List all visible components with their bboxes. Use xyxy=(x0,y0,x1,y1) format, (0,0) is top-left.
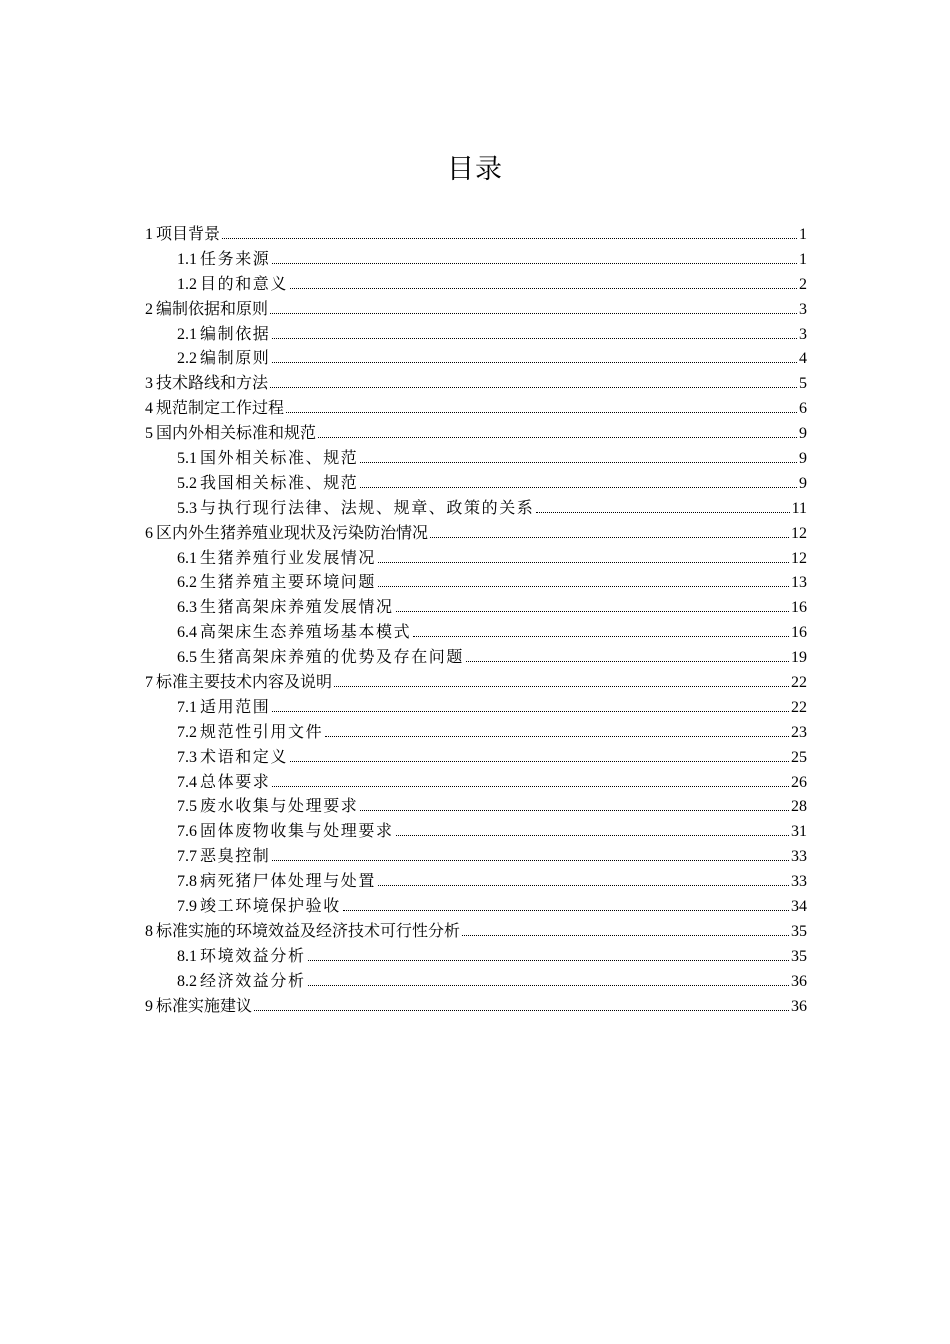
toc-dot-leader xyxy=(536,512,789,513)
toc-entry-label: 生猪高架床养殖的优势及存在问题 xyxy=(200,647,465,667)
toc-entry[interactable] xyxy=(145,595,807,620)
toc-dot-leader xyxy=(360,810,789,811)
toc-dot-leader xyxy=(325,736,789,737)
toc-dot-leader xyxy=(290,288,797,289)
toc-entry-page-number: 28 xyxy=(791,798,807,816)
toc-entry-page-number: 3 xyxy=(799,300,807,318)
toc-entry-number: 7.8 xyxy=(177,873,197,891)
toc-entry-label: 规范性引用文件 xyxy=(200,721,324,741)
toc-entry[interactable] xyxy=(145,819,807,844)
toc-entry-label: 区内外生猪养殖业现状及污染防治情况 xyxy=(156,522,429,542)
toc-entry-number: 7.4 xyxy=(177,773,197,791)
toc-entry-number: 5.3 xyxy=(177,499,197,517)
toc-entry[interactable] xyxy=(145,794,807,819)
toc-entry-label: 环境效益分析 xyxy=(200,945,306,965)
toc-dot-leader xyxy=(360,462,797,463)
toc-entry-page-number: 36 xyxy=(791,997,807,1015)
toc-entry-label: 标准实施的环境效益及经济技术可行性分析 xyxy=(156,920,461,940)
toc-entry[interactable] xyxy=(145,745,807,770)
toc-entry-page-number: 36 xyxy=(791,972,807,990)
toc-dot-leader xyxy=(272,711,789,712)
toc-entry[interactable] xyxy=(145,844,807,869)
toc-entry-label: 编制原则 xyxy=(200,348,271,368)
toc-entry-label: 固体废物收集与处理要求 xyxy=(200,821,394,841)
toc-entry[interactable] xyxy=(145,446,807,471)
toc-entry-number: 2.1 xyxy=(177,325,197,343)
toc-entry-label: 废水收集与处理要求 xyxy=(200,796,359,816)
toc-entry-number: 9 xyxy=(145,997,153,1015)
toc-entry[interactable] xyxy=(145,670,807,695)
toc-dot-leader xyxy=(462,935,789,936)
toc-entry-label: 我国相关标准、规范 xyxy=(200,472,359,492)
toc-dot-leader xyxy=(270,387,797,388)
toc-entry-number: 6.1 xyxy=(177,549,197,567)
toc-entry[interactable] xyxy=(145,521,807,546)
toc-entry-page-number: 34 xyxy=(791,898,807,916)
toc-entry-label: 编制依据 xyxy=(200,323,271,343)
toc-entry-page-number: 2 xyxy=(799,275,807,293)
toc-entry-number: 1.2 xyxy=(177,275,197,293)
toc-entry-page-number: 12 xyxy=(791,524,807,542)
toc-entry-label: 标准实施建议 xyxy=(156,995,253,1015)
toc-entry[interactable] xyxy=(145,919,807,944)
toc-entry-page-number: 1 xyxy=(799,226,807,243)
toc-entry-label: 项目背景 xyxy=(156,224,221,243)
toc-entry-page-number: 25 xyxy=(791,748,807,766)
toc-entry-label: 病死猪尸体处理与处置 xyxy=(200,871,377,891)
toc-entry-label: 高架床生态养殖场基本模式 xyxy=(200,622,412,642)
toc-dot-leader xyxy=(272,362,797,363)
toc-entry-number: 8 xyxy=(145,922,153,940)
toc-entry-number: 6.2 xyxy=(177,574,197,592)
toc-entry-page-number: 11 xyxy=(791,499,807,517)
toc-entry[interactable] xyxy=(145,496,807,521)
toc-entry[interactable] xyxy=(145,620,807,645)
toc-entry-page-number: 12 xyxy=(791,549,807,567)
toc-entry[interactable] xyxy=(145,720,807,745)
toc-entry-page-number: 33 xyxy=(791,873,807,891)
toc-entry-label: 生猪养殖行业发展情况 xyxy=(200,547,377,567)
toc-dot-leader xyxy=(318,437,797,438)
toc-entry-label: 恶臭控制 xyxy=(200,846,271,866)
toc-entry-number: 6.5 xyxy=(177,649,197,667)
toc-dot-leader xyxy=(272,786,789,787)
toc-entry-number: 8.2 xyxy=(177,972,197,990)
toc-entry-label: 标准主要技术内容及说明 xyxy=(156,672,333,692)
toc-dot-leader xyxy=(343,910,789,911)
toc-dot-leader xyxy=(413,636,789,637)
toc-entry-number: 7.3 xyxy=(177,748,197,766)
toc-entry[interactable] xyxy=(145,247,807,272)
toc-entry-page-number: 5 xyxy=(799,375,807,393)
toc-entry-page-number: 9 xyxy=(799,450,807,468)
toc-entry-number: 7.5 xyxy=(177,798,197,816)
toc-entry-number: 2 xyxy=(145,300,153,318)
toc-dot-leader xyxy=(290,761,789,762)
toc-entry-label: 任务来源 xyxy=(200,248,271,268)
toc-entry-number: 7.9 xyxy=(177,898,197,916)
toc-dot-leader xyxy=(272,338,797,339)
toc-entry[interactable] xyxy=(145,222,807,247)
toc-title: 目录 xyxy=(447,154,503,185)
toc-entry-label: 经济效益分析 xyxy=(200,970,306,990)
toc-dot-leader xyxy=(286,412,797,413)
toc-entry-label: 生猪养殖主要环境问题 xyxy=(200,572,377,592)
toc-entry-page-number: 16 xyxy=(791,624,807,642)
toc-entry-number: 6.3 xyxy=(177,599,197,617)
toc-entry[interactable] xyxy=(145,645,807,670)
toc-entry-label: 适用范围 xyxy=(200,696,271,716)
toc-entry[interactable] xyxy=(145,371,807,396)
toc-entry-label: 生猪高架床养殖发展情况 xyxy=(200,597,394,617)
toc-entry[interactable] xyxy=(145,396,807,421)
toc-entry-page-number: 1 xyxy=(799,250,807,268)
toc-entry-label: 技术路线和方法 xyxy=(156,373,269,393)
toc-entry-number: 7.2 xyxy=(177,723,197,741)
toc-entry-page-number: 9 xyxy=(799,425,807,443)
toc-entry-page-number: 22 xyxy=(791,674,807,692)
toc-entry-page-number: 16 xyxy=(791,599,807,617)
toc-entry-page-number: 31 xyxy=(791,823,807,841)
toc-entry-page-number: 35 xyxy=(791,922,807,940)
toc-entry[interactable] xyxy=(145,994,807,1019)
toc-entry-number: 5.2 xyxy=(177,474,197,492)
toc-entry-label: 规范制定工作过程 xyxy=(156,398,285,418)
toc-dot-leader xyxy=(222,238,797,239)
toc-entry-number: 8.1 xyxy=(177,947,197,965)
toc-entry-label: 国内外相关标准和规范 xyxy=(156,423,317,443)
toc-entry-page-number: 4 xyxy=(799,350,807,368)
toc-entry[interactable] xyxy=(145,322,807,347)
toc-entry[interactable] xyxy=(145,869,807,894)
toc-entry-number: 1 xyxy=(145,226,153,243)
toc-dot-leader xyxy=(396,611,789,612)
toc-dot-leader xyxy=(378,885,789,886)
toc-entry-number: 5 xyxy=(145,425,153,443)
toc-entry[interactable] xyxy=(145,297,807,322)
toc-entry[interactable] xyxy=(145,695,807,720)
toc-entry-label: 目的和意义 xyxy=(200,273,289,293)
toc-entry[interactable] xyxy=(145,421,807,446)
toc-entry-page-number: 33 xyxy=(791,848,807,866)
toc-list xyxy=(145,222,807,1019)
toc-entry-page-number: 6 xyxy=(799,400,807,418)
toc-dot-leader xyxy=(430,537,789,538)
toc-entry-page-number: 13 xyxy=(791,574,807,592)
toc-dot-leader xyxy=(378,562,789,563)
toc-entry-label: 竣工环境保护验收 xyxy=(200,896,341,916)
toc-entry[interactable] xyxy=(145,471,807,496)
toc-dot-leader xyxy=(466,661,789,662)
toc-entry-number: 2.2 xyxy=(177,350,197,368)
toc-entry-number: 7.1 xyxy=(177,698,197,716)
toc-entry[interactable] xyxy=(145,894,807,919)
toc-dot-leader xyxy=(360,487,797,488)
toc-entry-label: 总体要求 xyxy=(200,771,271,791)
toc-dot-leader xyxy=(308,960,789,961)
toc-entry-label: 国外相关标准、规范 xyxy=(200,448,359,468)
toc-entry-number: 4 xyxy=(145,400,153,418)
toc-entry-number: 7.6 xyxy=(177,823,197,841)
toc-entry-page-number: 23 xyxy=(791,723,807,741)
toc-dot-leader xyxy=(396,835,789,836)
toc-entry[interactable] xyxy=(145,570,807,595)
toc-entry-number: 3 xyxy=(145,375,153,393)
toc-entry-page-number: 35 xyxy=(791,947,807,965)
toc-entry[interactable] xyxy=(145,272,807,297)
toc-entry-number: 1.1 xyxy=(177,250,197,268)
toc-entry-number: 7.7 xyxy=(177,848,197,866)
toc-entry[interactable] xyxy=(145,770,807,795)
toc-dot-leader xyxy=(270,313,797,314)
toc-entry-number: 7 xyxy=(145,674,153,692)
toc-entry[interactable] xyxy=(145,944,807,969)
toc-entry[interactable] xyxy=(145,346,807,371)
toc-entry[interactable] xyxy=(145,969,807,994)
toc-entry-page-number: 19 xyxy=(791,649,807,667)
toc-entry-number: 6.4 xyxy=(177,624,197,642)
toc-entry-label: 与执行现行法律、法规、规章、政策的关系 xyxy=(200,497,535,517)
toc-dot-leader xyxy=(378,586,789,587)
toc-dot-leader xyxy=(308,985,789,986)
toc-dot-leader xyxy=(334,686,789,687)
toc-entry-label: 术语和定义 xyxy=(200,746,289,766)
toc-entry-number: 5.1 xyxy=(177,450,197,468)
toc-dot-leader xyxy=(272,860,789,861)
toc-entry-page-number: 22 xyxy=(791,698,807,716)
toc-entry-page-number: 26 xyxy=(791,773,807,791)
toc-dot-leader xyxy=(272,263,797,264)
toc-entry[interactable] xyxy=(145,546,807,571)
toc-entry-page-number: 3 xyxy=(799,325,807,343)
toc-dot-leader xyxy=(254,1010,789,1011)
toc-entry-label: 编制依据和原则 xyxy=(156,298,269,318)
toc-entry-page-number: 9 xyxy=(799,474,807,492)
toc-entry-number: 6 xyxy=(145,524,153,542)
